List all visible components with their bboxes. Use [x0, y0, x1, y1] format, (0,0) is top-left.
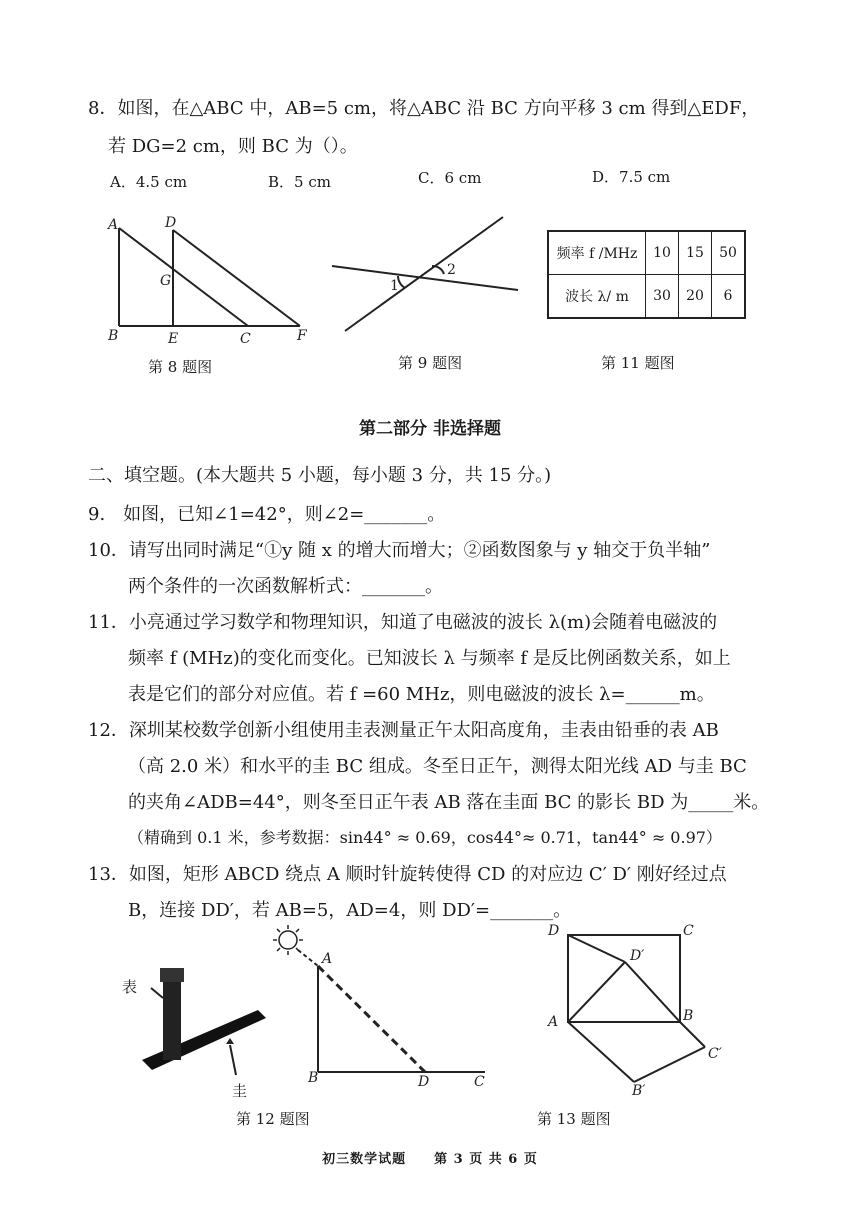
fig8-label-f: F — [297, 328, 307, 344]
table-cell: 20 — [679, 275, 712, 319]
part2-heading: 二、填空题。(本大题共 5 小题，每小题 3 分，共 15 分。) — [88, 465, 552, 486]
fig12-label-b: B — [308, 1070, 319, 1086]
q8-option-d: D．7.5 cm — [592, 168, 671, 186]
q8-option-a: A．4.5 cm — [110, 173, 188, 191]
q12-line1: 12．深圳某校数学创新小组使用圭表测量正午太阳高度角，圭表由铅垂的表 AB — [88, 720, 719, 741]
frequency-wavelength-table — [547, 230, 746, 319]
fig13-label-b-prime: B′ — [632, 1083, 646, 1099]
fig8-label-e: E — [168, 331, 179, 347]
fig13-label-d-prime: D′ — [630, 948, 645, 964]
fig9-angle-2: 2 — [447, 262, 456, 278]
fig8-label-b: B — [108, 328, 119, 344]
q8-option-c: C．6 cm — [418, 169, 482, 187]
section-title: 第二部分 非选择题 — [359, 419, 501, 439]
table-cell: 50 — [712, 231, 746, 275]
fig8-label-a: A — [108, 217, 119, 233]
q12-line2: （高 2.0 米）和水平的圭 BC 组成。冬至日正午，测得太阳光线 AD 与圭 BC — [128, 756, 747, 777]
fig8-label-c: C — [240, 331, 251, 347]
q11-line1: 11．小亮通过学习数学和物理知识，知道了电磁波的波长 λ(m)会随着电磁波的 — [88, 612, 718, 633]
page-footer: 初三数学试题 第 3 页 共 6 页 — [322, 1152, 538, 1167]
table-cell: 15 — [679, 231, 712, 275]
q11-line3: 表是它们的部分对应值。若 f =60 MHz，则电磁波的波长 λ=______m。 — [128, 684, 715, 705]
table-cell: 6 — [712, 275, 746, 319]
table-cell: 10 — [646, 231, 679, 275]
q10-line1: 10．请写出同时满足“①y 随 x 的增大而增大；②函数图象与 y 轴交于负半轴” — [88, 540, 711, 561]
table-cell: 频率 f /MHz — [548, 231, 646, 275]
q11-line2: 频率 f (MHz)的变化而变化。已知波长 λ 与频率 f 是反比例函数关系，如上 — [128, 648, 731, 669]
q13-line2: B，连接 DD′，若 AB=5，AD=4，则 DD′=_______。 — [128, 900, 572, 921]
q8-option-b: B．5 cm — [268, 173, 331, 191]
q8-line2: 若 DG=2 cm，则 BC 为（）。 — [108, 136, 358, 157]
fig8-label-g: G — [160, 273, 172, 289]
q8-line1: 8．如图，在△ABC 中，AB=5 cm，将△ABC 沿 BC 方向平移 3 cm 得到△EDF， — [88, 98, 760, 119]
fig9-angle-1: 1 — [390, 278, 399, 294]
fig8-caption: 第 8 题图 — [148, 358, 213, 376]
fig11-caption: 第 11 题图 — [601, 354, 675, 372]
sun-icon — [273, 925, 303, 955]
table-cell: 波长 λ/ m — [548, 275, 646, 319]
table-row — [548, 231, 745, 275]
q13-line1: 13．如图，矩形 ABCD 绕点 A 顺时针旋转使得 CD 的对应边 C′ D′ 刚好经过点 — [88, 864, 727, 885]
fig13-label-a: A — [548, 1014, 559, 1030]
q12-line3: 的夹角∠ADB=44°，则冬至日正午表 AB 落在圭面 BC 的影长 BD 为_____米。 — [128, 792, 770, 813]
fig13-label-c: C — [683, 923, 694, 939]
fig13-label-b: B — [683, 1008, 694, 1024]
q10-line2: 两个条件的一次函数解析式：_______。 — [128, 576, 443, 597]
fig12-label-d: D — [418, 1074, 430, 1090]
fig9-caption: 第 9 题图 — [398, 354, 463, 372]
q9-text: 9. 如图，已知∠1=42°，则∠2=_______。 — [88, 504, 446, 525]
fig13-label-d: D — [548, 923, 560, 939]
fig13-label-c-prime: C′ — [708, 1046, 722, 1062]
q12-line4: （精确到 0.1 米，参考数据：sin44° ≈ 0.69，cos44°≈ 0.71，tan44° ≈ 0.97） — [128, 828, 722, 847]
fig12-caption: 第 12 题图 — [236, 1110, 310, 1128]
table-row — [548, 275, 745, 319]
gnomon-label: 表 — [122, 978, 138, 996]
gnomon-photo — [122, 968, 266, 1100]
fig12-label-a: A — [322, 951, 333, 967]
fig8-label-d: D — [165, 215, 177, 231]
fig13-caption: 第 13 题图 — [537, 1110, 611, 1128]
shadow-ruler-label: 圭 — [232, 1082, 248, 1100]
table-cell: 30 — [646, 275, 679, 319]
fig12-label-c: C — [474, 1074, 485, 1090]
